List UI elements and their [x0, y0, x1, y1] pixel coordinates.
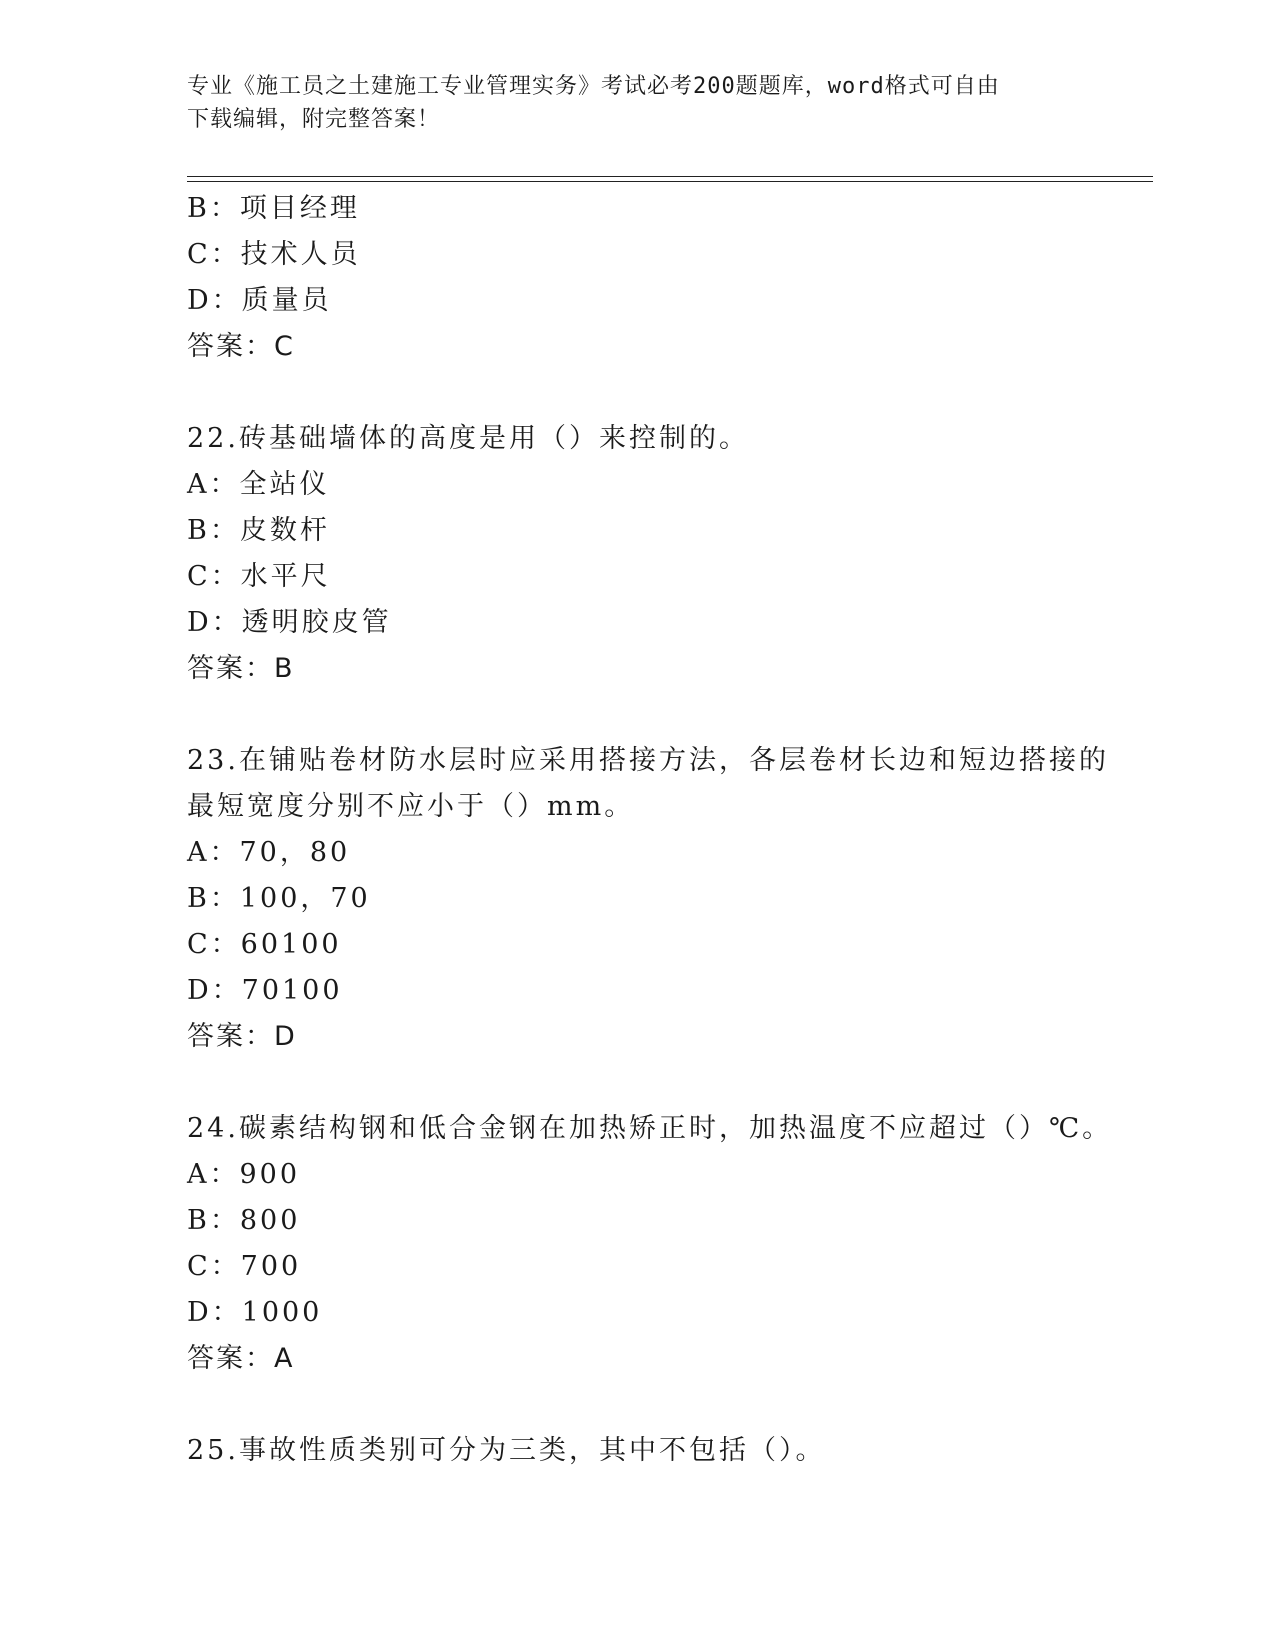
answer-line: 答案：B: [187, 653, 295, 684]
question-stem: 22.砖基础墙体的高度是用（）来控制的。: [187, 423, 749, 454]
header-line-2: 下载编辑，附完整答案！: [187, 107, 441, 132]
question-list: [187, 186, 1153, 1474]
spacer: [187, 1060, 1153, 1106]
header-rule-top: [187, 176, 1153, 177]
header-line-1: 专业《施工员之土建施工专业管理实务》考试必考200题题库，word格式可自由: [187, 74, 1000, 99]
question-23: [187, 738, 1153, 1060]
spacer: [187, 370, 1153, 416]
option-d: D：透明胶皮管: [187, 607, 392, 638]
answer-line: 答案：D: [187, 1021, 297, 1052]
header-rule-bottom: [187, 181, 1153, 182]
question-stem: 24.碳素结构钢和低合金钢在加热矫正时，加热温度不应超过（）℃。: [187, 1113, 1113, 1144]
question-stem: 25.事故性质类别可分为三类，其中不包括（）。: [187, 1435, 826, 1466]
option-b: B：皮数杆: [187, 515, 330, 546]
option-b: B：800: [187, 1205, 301, 1236]
question-22: [187, 416, 1153, 692]
option-b: B：项目经理: [187, 193, 360, 224]
option-d: D：1000: [187, 1297, 323, 1328]
option-c: C：60100: [187, 929, 342, 960]
page-header: [187, 70, 1067, 136]
option-a: A：70，80: [187, 837, 351, 868]
spacer: [187, 692, 1153, 738]
question-25: [187, 1428, 1153, 1474]
option-c: C：技术人员: [187, 239, 361, 270]
spacer: [187, 1382, 1153, 1428]
option-a: A：全站仪: [187, 469, 330, 500]
option-c: C：水平尺: [187, 561, 331, 592]
question-stem-line-1: 23.在铺贴卷材防水层时应采用搭接方法，各层卷材长边和短边搭接的: [187, 745, 1109, 776]
option-b: B：100，70: [187, 883, 371, 914]
option-a: A：900: [187, 1159, 301, 1190]
option-d: D：质量员: [187, 285, 332, 316]
answer-line: 答案：A: [187, 1343, 295, 1374]
answer-line: 答案：C: [187, 331, 295, 362]
option-c: C：700: [187, 1251, 302, 1282]
question-24: [187, 1106, 1153, 1382]
option-d: D：70100: [187, 975, 343, 1006]
question-stem-line-2: 最短宽度分别不应小于（）mm。: [187, 791, 635, 822]
question-21-continued: [187, 186, 1153, 370]
